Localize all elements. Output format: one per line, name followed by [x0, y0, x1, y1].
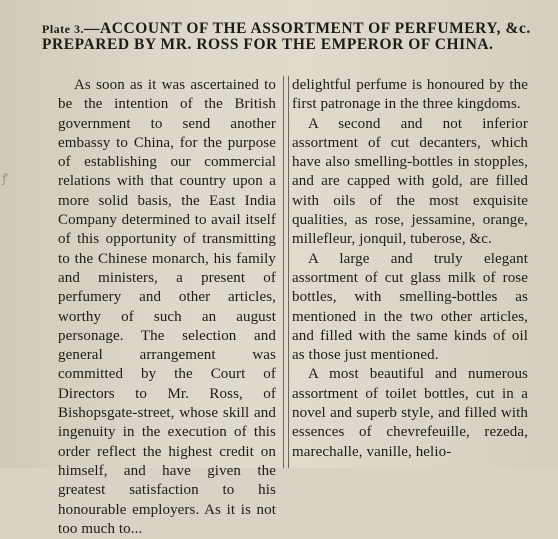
plate-label: Plate 3.	[42, 22, 84, 36]
left-column	[58, 76, 276, 539]
article-heading	[42, 21, 542, 53]
right-paragraph-decanters: A second and not inferior assortment of cut decanters, which have also smelling-bottles in stopples, and are capped with gold, are filled with oils of the most exquisite qualities, as rose, jessamine, orange, millefleur, jonquil, tuberose, &c.	[292, 115, 528, 248]
left-paragraph: As soon as it was ascertained to be the intention of the British government to send another embassy to China, for the purpose of establishing our commercial relations with that country upon a more solid basis, the East India Company determined to avail itself of this opportunity of transmitting to the Chinese monarch, his family and ministers, a present of perfumery and other articles, worthy of such an august personage. The selection and general arrangement was committed by the Court of Directors to Mr. Ross, of Bishopsgate-street, whose skill and ingenuity in the execution of this order reflect the highest credit on himself, and have given the greatest satisfaction to his honourable employers. As it is not too much to...	[58, 77, 276, 537]
right-column	[292, 76, 528, 462]
right-paragraph-milk-of-rose: A large and truly elegant assortment of cut glass milk of rose bottles, with smelling-bottles as mentioned in the two other articles, and filled with the same kinds of oil as those just mentioned.	[292, 250, 528, 364]
margin-mark: ꝭ	[2, 171, 8, 185]
heading-title: —ACCOUNT OF THE ASSORTMENT OF PERFUMERY, &c. PREPARED BY MR. ROSS FOR THE EMPEROR OF CHINA.	[42, 20, 531, 53]
right-continuation: delightful perfume is honoured by the first patronage in the three kingdoms.	[292, 77, 528, 113]
column-divider	[283, 76, 289, 468]
right-paragraph-toilet-bottles: A most beautiful and numerous assortment of toilet bottles, cut in a novel and superb style, and filled with essences of chevrefeuille, rezeda, marechalle, vanille, helio-	[292, 366, 528, 460]
